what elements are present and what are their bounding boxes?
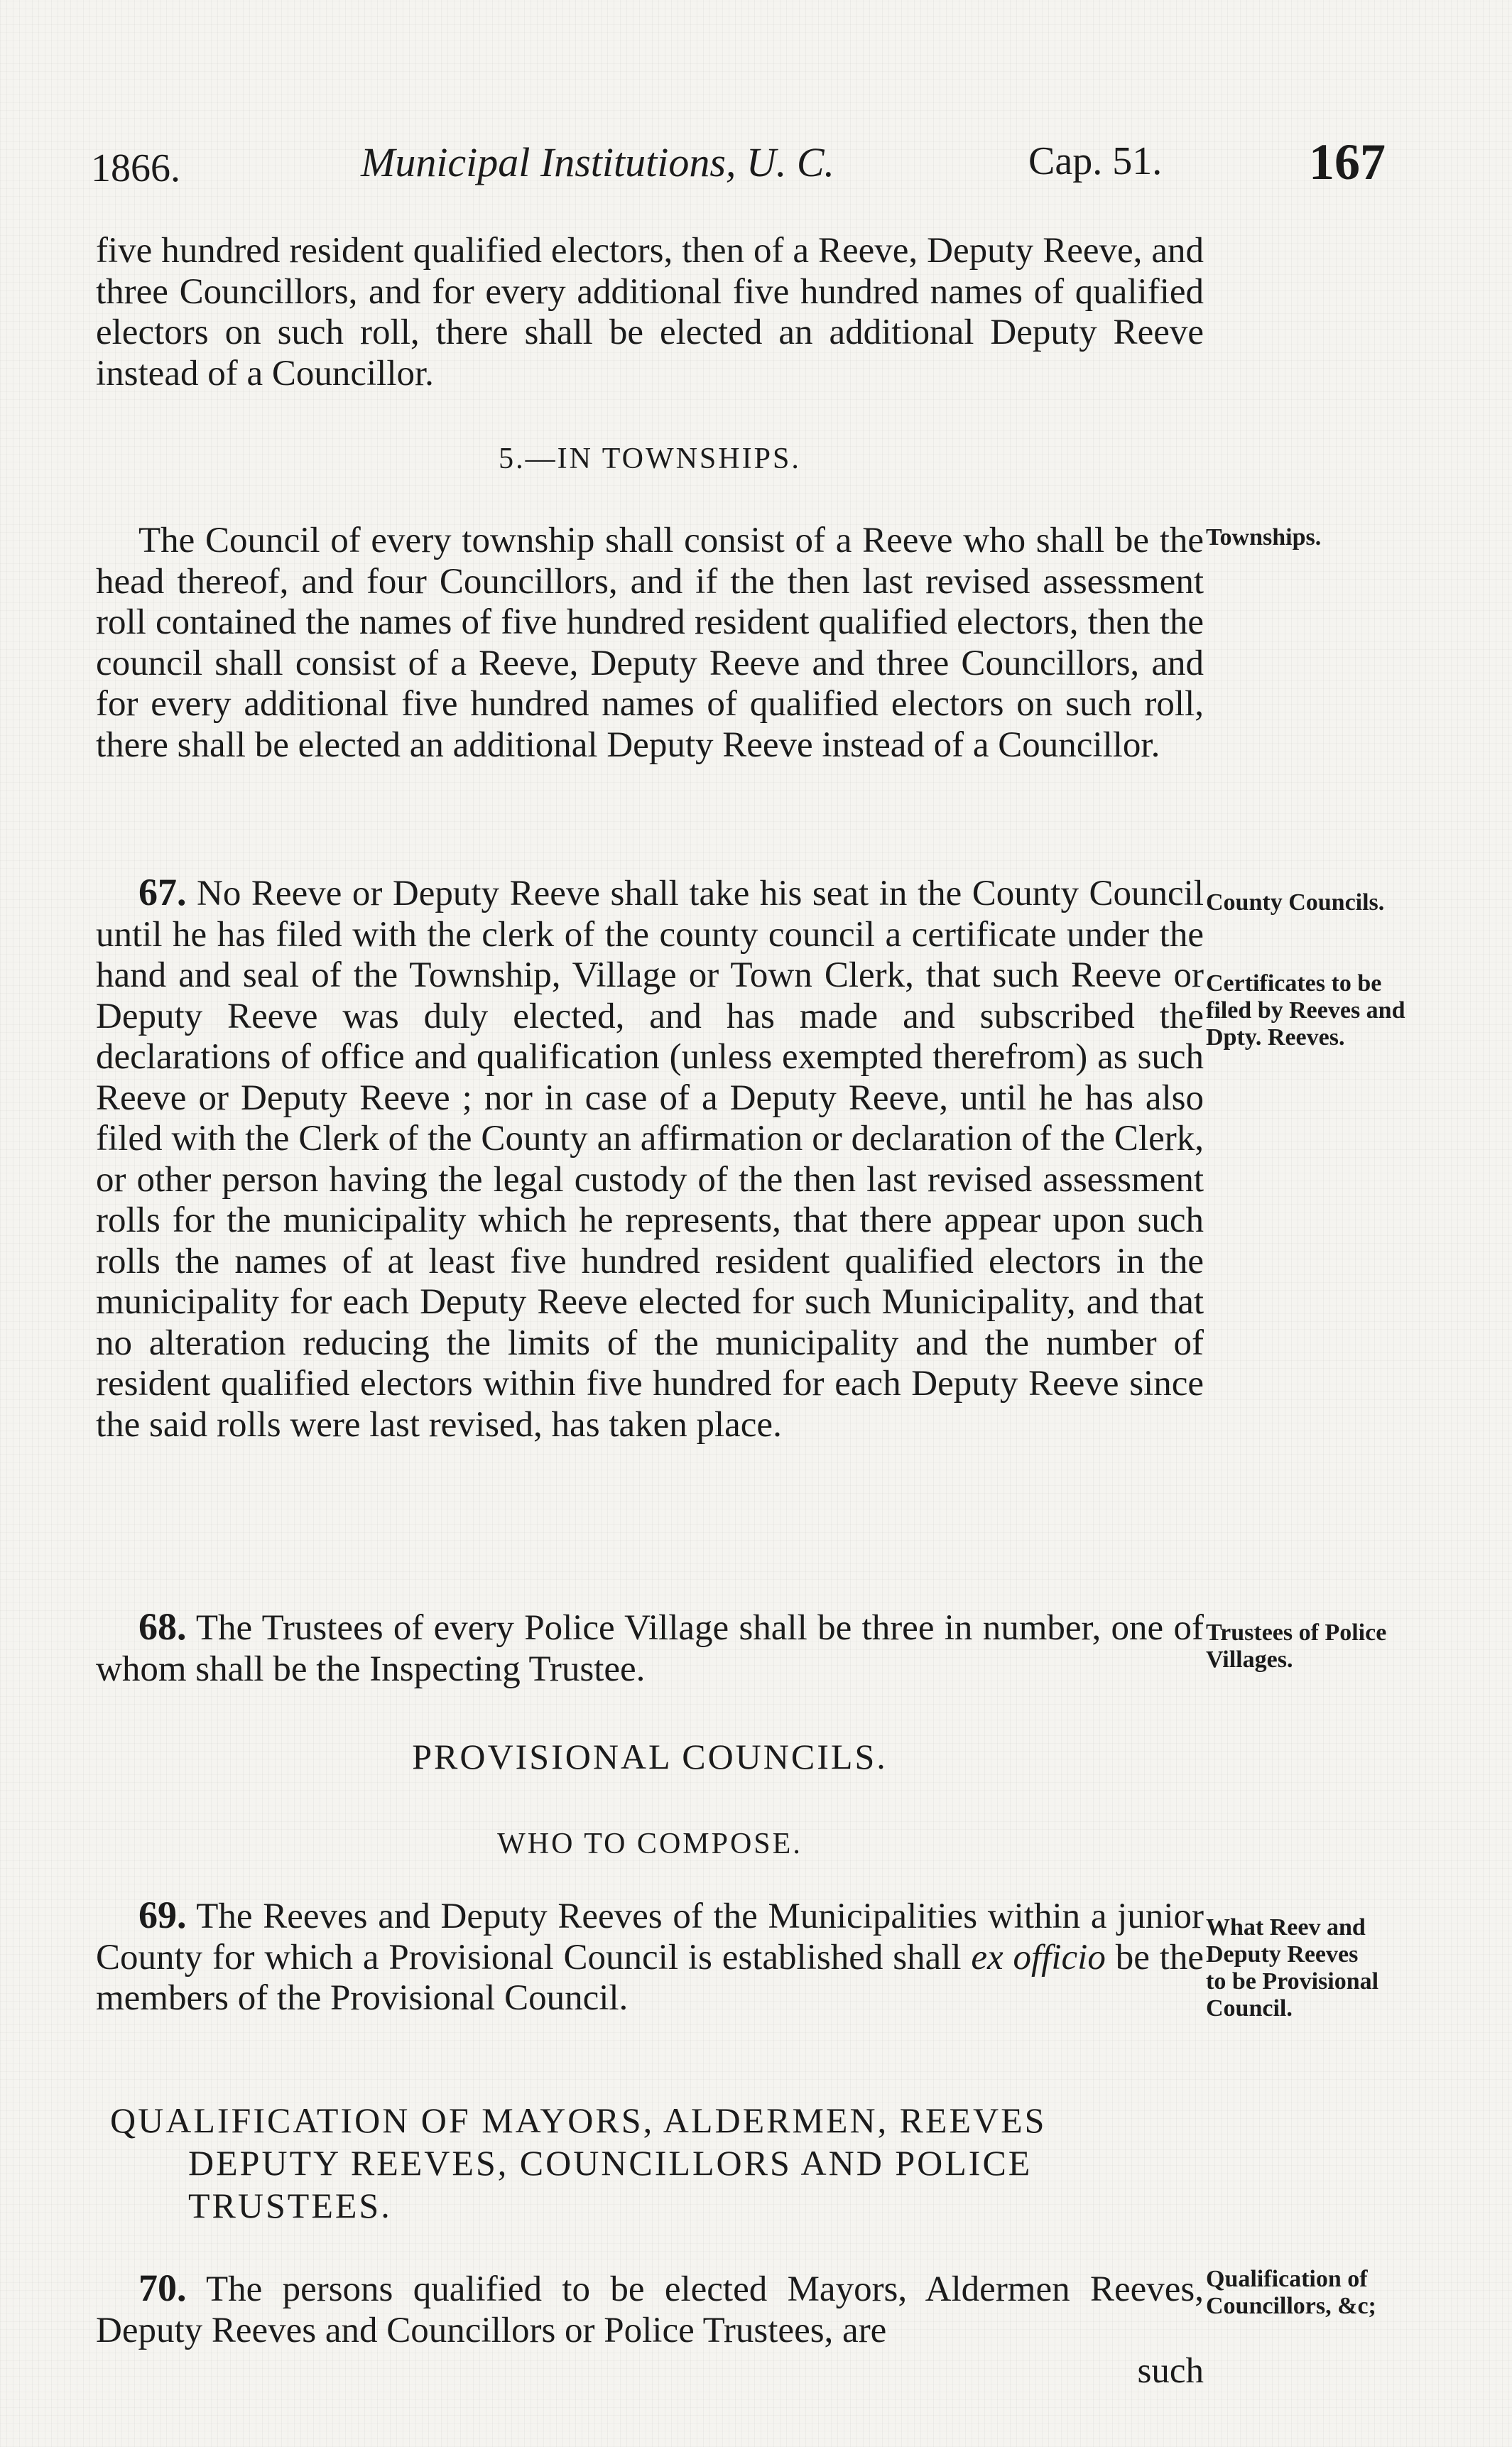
header-chapter: Cap. 51. [1028,139,1163,183]
section-69-number: 69. [138,1894,187,1936]
running-header [91,134,1391,202]
section-68-text: The Trustees of every Police Village shall be three in number, one of whom shall be the Inspecting Trustee. [96,1608,1204,1689]
section-70-text: The persons qualified to be elected Mayors, Aldermen Reeves, Deputy Reeves and Councillors or Police Trustees, are [96,2269,1204,2350]
section-70-number: 70. [138,2267,187,2309]
section-69 [96,1895,1204,2019]
section-69-text-a: The Reeves and Deputy Reeves of the Municipalities within a junior County for which a Provisional Council is established shall [96,1897,1204,1977]
townships-paragraph: The Council of every township shall consist of a Reeve who shall be the head thereof, and four Councillors, and if the then last revised assessment roll contained the names of five hundred resident qualified electors, then the council shall consist of a Reeve, Deputy Reeve and three Councillors, and for every additional five hundred names of qualified electors on such roll, there shall be elected an additional Deputy Reeve instead of a Councillor. [96,521,1204,765]
heading-townships-block [96,439,1204,480]
section-68 [96,1607,1204,1690]
section-70 [96,2268,1204,2392]
margin-note-qualification: Qualification of Councillors, &c; [1206,2266,1376,2319]
section-69-italic: ex officio [971,1937,1106,1977]
margin-note-what-reev: What Reev and Deputy Reeves to be Provisional Council. [1206,1914,1379,2022]
heading-who: WHO TO COMPOSE. [497,1828,803,1860]
heading-provisional: PROVISIONAL COUNCILS. [412,1737,888,1776]
heading-townships: 5.—IN TOWNSHIPS. [499,443,801,475]
page-number: 167 [1309,134,1386,190]
section-68-number: 68. [138,1605,187,1648]
heading-qualification-block [96,2099,1204,2227]
heading-provisional-block [96,1737,1204,1778]
header-year: 1866. [91,146,180,190]
heading-who-block [96,1824,1204,1865]
margin-note-certificates: Certificates to be filed by Reeves and Dpty. Reeves. [1206,970,1405,1051]
section-69-text-b: be the members of the Provisional Council. [96,1937,1204,2018]
catchword: such [1137,2351,1204,2391]
section-67-number: 67. [138,871,187,913]
townships-block [96,521,1204,766]
section-67 [96,872,1204,1445]
margin-note-townships: Townships. [1206,524,1322,550]
header-title: Municipal Institutions, U. C. [361,139,834,185]
section-67-text: No Reeve or Deputy Reeve shall take his seat in the County Council until he has filed with the clerk of the county council a certificate under the hand and seal of the Township, Village or Town Clerk, that such Reeve or Deputy Reeve was duly elected, and has made and subscribed the declarations of office and qualification (unless exempted therefrom) as such Reeve or Deputy Reeve ; nor in case of a Deputy Reeve, until he has also filed with the Clerk of the County an affirmation or declaration of the Clerk, or other person having the legal custody of the then last revised assessment rolls for the municipality which he represents, that there appear upon such rolls the names of at least five hundred resident qualified electors in the municipality for each Deputy Reeve elected for such Municipality, and that no alteration reducing the limits of the municipality and the number of resident qualified electors within five hundred for each Deputy Reeve since the said rolls were last revised, has taken place. [96,874,1204,1445]
margin-note-county-councils: County Councils. [1206,889,1385,916]
continued-paragraph: five hundred resident qualified electors, then of a Reeve, Deputy Reeve, and three Councillors, and for every additional five hundred names of qualified electors on such roll, there shall be elected an additional Deputy Reeve instead of a Councillor. [96,231,1204,394]
heading-qualification: QUALIFICATION OF MAYORS, ALDERMEN, REEVES DEPUTY REEVES, COUNCILLORS AND POLICE TRUSTEES. [110,2100,1047,2225]
margin-note-trustees: Trustees of Police Villages. [1206,1619,1387,1673]
continued-paragraph-block [96,231,1204,394]
